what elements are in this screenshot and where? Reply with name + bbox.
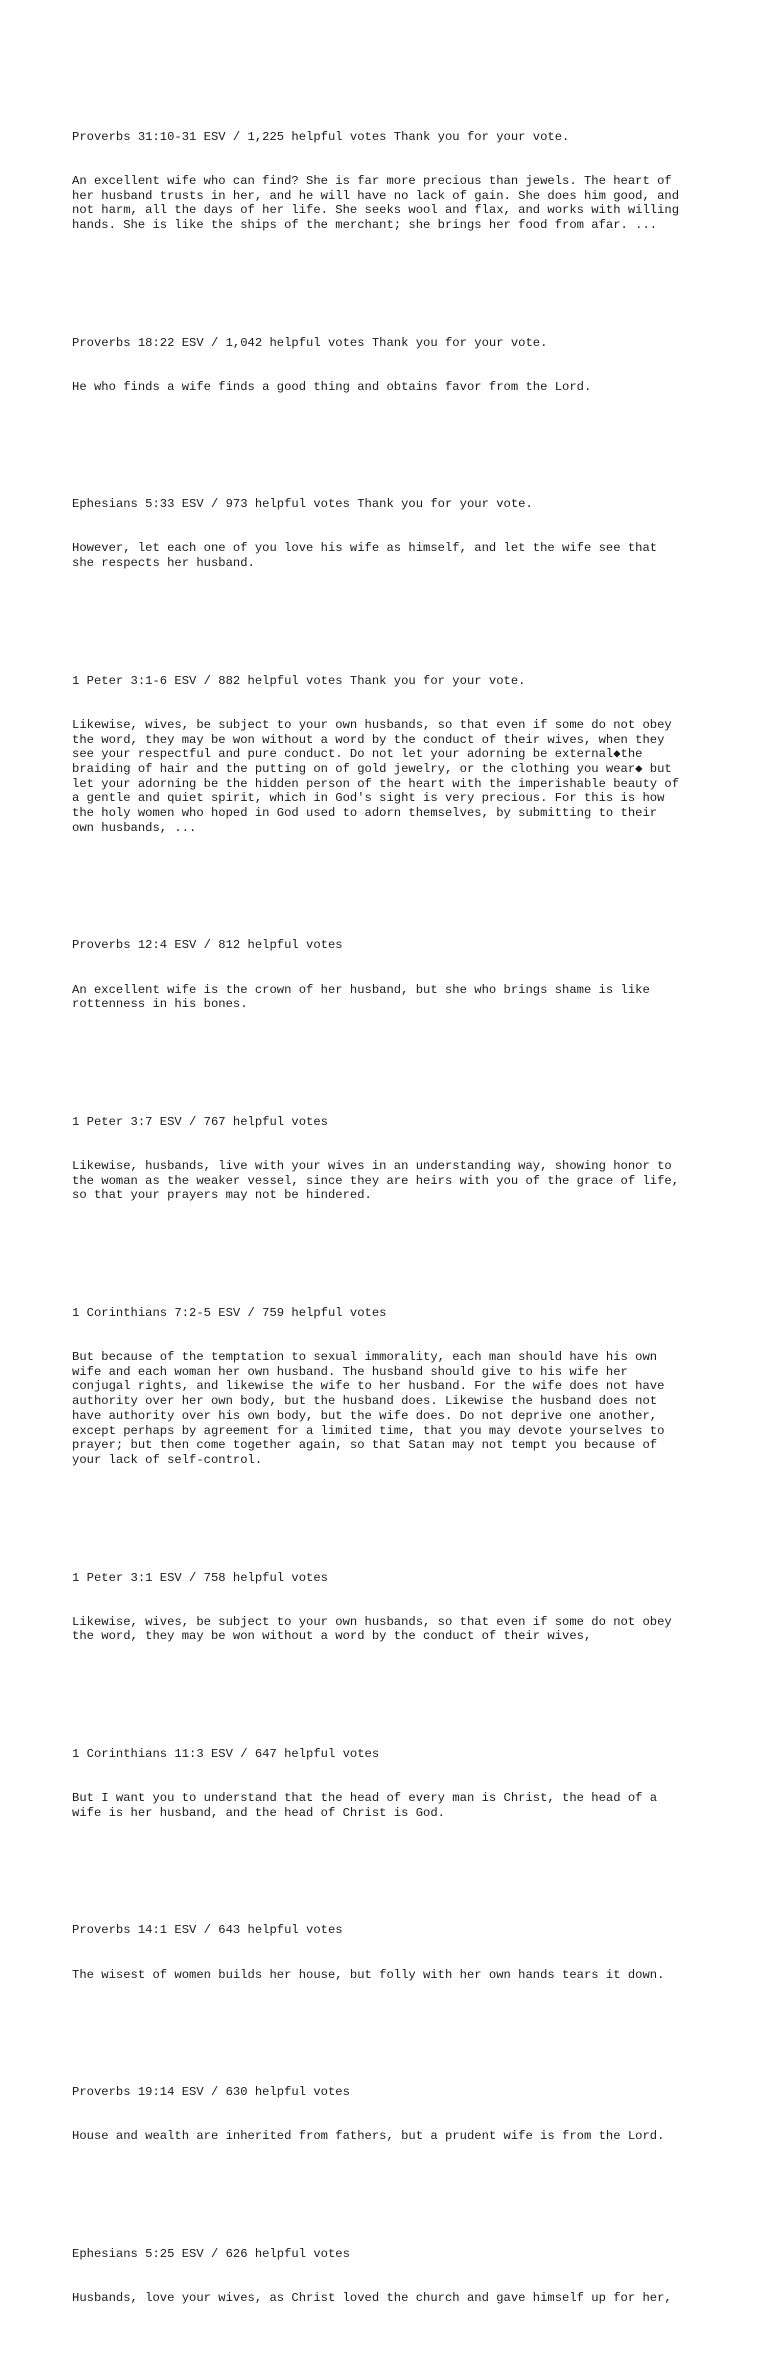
verse-entry	[72, 1718, 712, 1850]
verse-entry	[72, 1541, 712, 1673]
verse-reference: Ephesians 5:33 ESV / 973 helpful votes Thank you for your vote.	[72, 497, 533, 512]
verse-text: The wisest of women builds her house, but folly with her own hands tears it down.	[72, 1967, 665, 1982]
verse-text: Likewise, wives, be subject to your own husbands, so that even if some do not obey the word, they may be won without a word by the conduct of their wives, when they see your respectful and pure conduct. Do not let your adorning be external◆the braiding of hair and the putting on of gold jewelry, or the clothing you wear◆ but let your adorning be the hidden person of the heart with the imperishable beauty of a gentle and quiet spirit, which in God's sight is very precious. For this is how the holy women who hoped in God used to adorn themselves, by submitting to their own husbands, ...	[72, 717, 680, 835]
verse-reference: Ephesians 5:25 ESV / 626 helpful votes	[72, 2246, 350, 2261]
verse-reference: Proverbs 14:1 ESV / 643 helpful votes	[72, 1923, 343, 1938]
verse-list	[72, 71, 712, 2365]
verse-entry	[72, 2217, 712, 2335]
verse-reference: 1 Corinthians 7:2-5 ESV / 759 helpful votes	[72, 1305, 387, 1320]
verse-entry	[72, 1894, 712, 2012]
verse-text: An excellent wife is the crown of her husband, but she who brings shame is like rottenness in his bones.	[72, 982, 650, 1012]
verse-text: However, let each one of you love his wife as himself, and let the wife see that she respects her husband.	[72, 541, 658, 571]
verse-reference: 1 Peter 3:7 ESV / 767 helpful votes	[72, 1114, 328, 1129]
verse-text: House and wealth are inherited from fathers, but a prudent wife is from the Lord.	[72, 2129, 665, 2144]
verse-entry	[72, 1085, 712, 1232]
verse-text: Likewise, wives, be subject to your own husbands, so that even if some do not obey the word, they may be won without a word by the conduct of their wives,	[72, 1614, 672, 1644]
verse-text: Husbands, love your wives, as Christ loved the church and gave himself up for her,	[72, 2291, 672, 2305]
verse-entry	[72, 644, 712, 865]
verse-reference: 1 Peter 3:1 ESV / 758 helpful votes	[72, 1570, 328, 1585]
verse-text: But I want you to understand that the head of every man is Christ, the head of a wife is her husband, and the head of Christ is God.	[72, 1791, 658, 1820]
verse-text: An excellent wife who can find? She is far more precious than jewels. The heart of her husband trusts in her, and he will have no lack of gain. She does him good, and not harm, all the days of her life. She seeks wool and flax, and works with willing hands. She is like the ships of the merchant; she brings her food from afar. ...	[72, 173, 680, 233]
verse-entry	[72, 306, 712, 424]
verse-text: But because of the temptation to sexual immorality, each man should have his own wife and each woman her own husband. The husband should give to his wife her conjugal rights, and likewise the wife to her husband. For the wife does not have authority over her own body, but the husband does. Likewise the husband does not have authority over his own body, but the wife does. Do not deprive one another, except perhaps by agreement for a limited time, that you may devote yourselves to prayer; but then come together again, so that Satan may not tempt you because of your lack of self-control.	[72, 1350, 665, 1467]
verse-entry	[72, 100, 712, 262]
verse-reference: Proverbs 31:10-31 ESV / 1,225 helpful votes Thank you for your vote.	[72, 129, 570, 144]
verse-entry	[72, 468, 712, 600]
verse-reference: 1 Peter 3:1-6 ESV / 882 helpful votes Thank you for your vote.	[72, 673, 526, 688]
verse-reference: Proverbs 12:4 ESV / 812 helpful votes	[72, 938, 343, 953]
verse-entry	[72, 1277, 712, 1498]
verse-reference: Proverbs 19:14 ESV / 630 helpful votes	[72, 2085, 350, 2100]
verse-reference: Proverbs 18:22 ESV / 1,042 helpful votes Thank you for your vote.	[72, 335, 548, 350]
verse-entry	[72, 909, 712, 1041]
verse-text: Likewise, husbands, live with your wives in an understanding way, showing honor to the woman as the weaker vessel, since they are heirs with you of the grace of life, so that your prayers may not be hindered.	[72, 1158, 680, 1203]
verse-reference: 1 Corinthians 11:3 ESV / 647 helpful votes	[72, 1747, 380, 1762]
verse-entry	[72, 2056, 712, 2174]
verse-text: He who finds a wife finds a good thing and obtains favor from the Lord.	[72, 379, 592, 394]
